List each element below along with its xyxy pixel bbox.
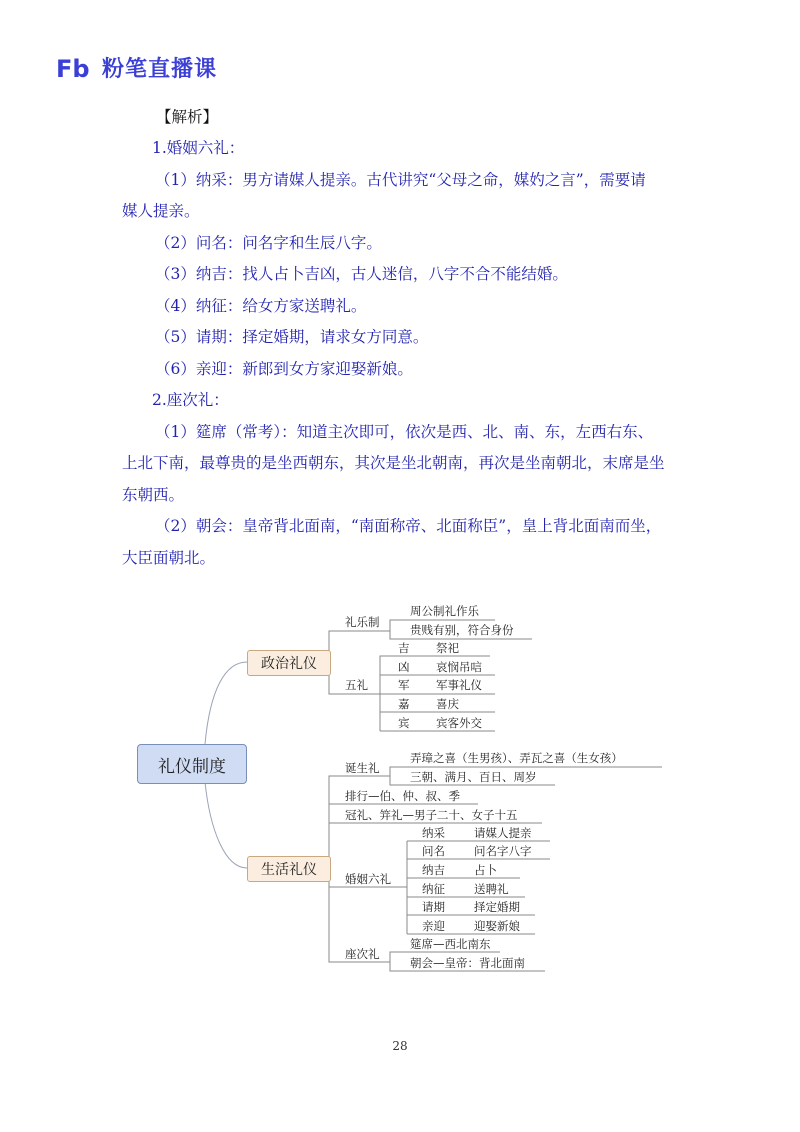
marriage-key: 纳征 xyxy=(422,882,445,896)
marriage-item-6: （6）亲迎：新郎到女方家迎娶新娘。 xyxy=(155,360,413,378)
wuli-key: 嘉 xyxy=(398,697,410,711)
marriage-value: 择定婚期 xyxy=(474,900,520,914)
seating-item-1-line3: 东朝西。 xyxy=(122,486,185,504)
page-number: 28 xyxy=(392,1039,408,1053)
wuli-value: 祭祀 xyxy=(436,641,459,655)
node-birth: 诞生礼 xyxy=(345,761,380,775)
marriage-item-3: （3）纳吉：找人占卜吉凶，古人迷信，八字不合不能结婚。 xyxy=(155,265,568,283)
birth-item: 弄璋之喜（生男孩）、弄瓦之喜（生女孩） xyxy=(410,751,623,765)
node-coming-of-age: 冠礼、笄礼—男子二十、女子十五 xyxy=(345,808,518,822)
seating-item: 朝会—皇帝：背北面南 xyxy=(410,956,525,970)
node-wuli: 五礼 xyxy=(345,678,368,692)
seating-item-1-line1: （1）筵席（常考）：知道主次即可，依次是西、北、南、东，左西右东、 xyxy=(155,423,654,441)
marriage-item-1-line2: 媒人提亲。 xyxy=(122,202,200,220)
marriage-key: 纳吉 xyxy=(422,863,445,877)
connector-root-life xyxy=(205,782,247,868)
marriage-value: 送聘礼 xyxy=(474,882,509,896)
marriage-item-2: （2）问名：问名字和生辰八字。 xyxy=(155,234,382,252)
marriage-key: 问名 xyxy=(422,844,445,858)
birth-item: 三朝、满月、百日、周岁 xyxy=(410,770,537,784)
node-birth-order: 排行—伯、仲、叔、季 xyxy=(345,789,460,803)
marriage-item-1-line1: （1）纳采：男方请媒人提亲。古代讲究“父母之命，媒妁之言”，需要请 xyxy=(155,171,646,189)
mindmap-root: 礼仪制度 xyxy=(137,744,247,784)
marriage-value: 迎娶新娘 xyxy=(474,919,520,933)
marriage-key: 亲迎 xyxy=(422,919,445,933)
marriage-value: 问名字八字 xyxy=(474,844,532,858)
node-seating: 座次礼 xyxy=(345,947,380,961)
wuli-value: 哀悯吊唁 xyxy=(436,660,482,674)
seating-item-2-line1: （2）朝会：皇帝背北面南，“南面称帝、北面称臣”，皇上背北面南而坐， xyxy=(155,517,662,535)
marriage-value: 占卜 xyxy=(474,863,497,877)
wuli-value: 宾客外交 xyxy=(436,716,482,730)
marriage-key: 请期 xyxy=(422,900,445,914)
wuli-key: 宾 xyxy=(398,716,410,730)
wuli-value: 军事礼仪 xyxy=(436,678,482,692)
marriage-key: 纳采 xyxy=(422,826,445,840)
connector-root-politics xyxy=(205,662,247,744)
marriage-item-4: （4）纳征：给女方家送聘礼。 xyxy=(155,297,367,315)
svg-text:Fb: Fb xyxy=(56,54,90,81)
node-marriage: 婚姻六礼 xyxy=(345,872,391,886)
wuli-key: 吉 xyxy=(398,641,410,655)
wuli-key: 凶 xyxy=(398,660,410,674)
analysis-label: 【解析】 xyxy=(156,108,219,126)
liyue-item: 周公制礼作乐 xyxy=(410,604,479,618)
brand-name: 粉笔直播课 xyxy=(102,57,218,82)
branch-politics: 政治礼仪 xyxy=(247,650,331,676)
seating-item-2-line2: 大臣面朝北。 xyxy=(122,549,216,567)
wuli-value: 喜庆 xyxy=(436,697,459,711)
seating-item: 筵席—西北南东 xyxy=(410,937,491,951)
liyue-item: 贵贱有别，符合身份 xyxy=(410,623,514,637)
section-marriage-title: 1.婚姻六礼： xyxy=(152,139,245,157)
node-liyue: 礼乐制 xyxy=(345,615,380,629)
marriage-item-5: （5）请期：择定婚期，请求女方同意。 xyxy=(155,328,429,346)
marriage-value: 请媒人提亲 xyxy=(474,826,532,840)
branch-life: 生活礼仪 xyxy=(247,856,331,882)
seating-item-1-line2: 上北下南，最尊贵的是坐西朝东，其次是坐北朝南，再次是坐南朝北，末席是坐 xyxy=(122,454,665,472)
wuli-key: 军 xyxy=(398,678,410,692)
section-seating-title: 2.座次礼： xyxy=(152,391,229,409)
